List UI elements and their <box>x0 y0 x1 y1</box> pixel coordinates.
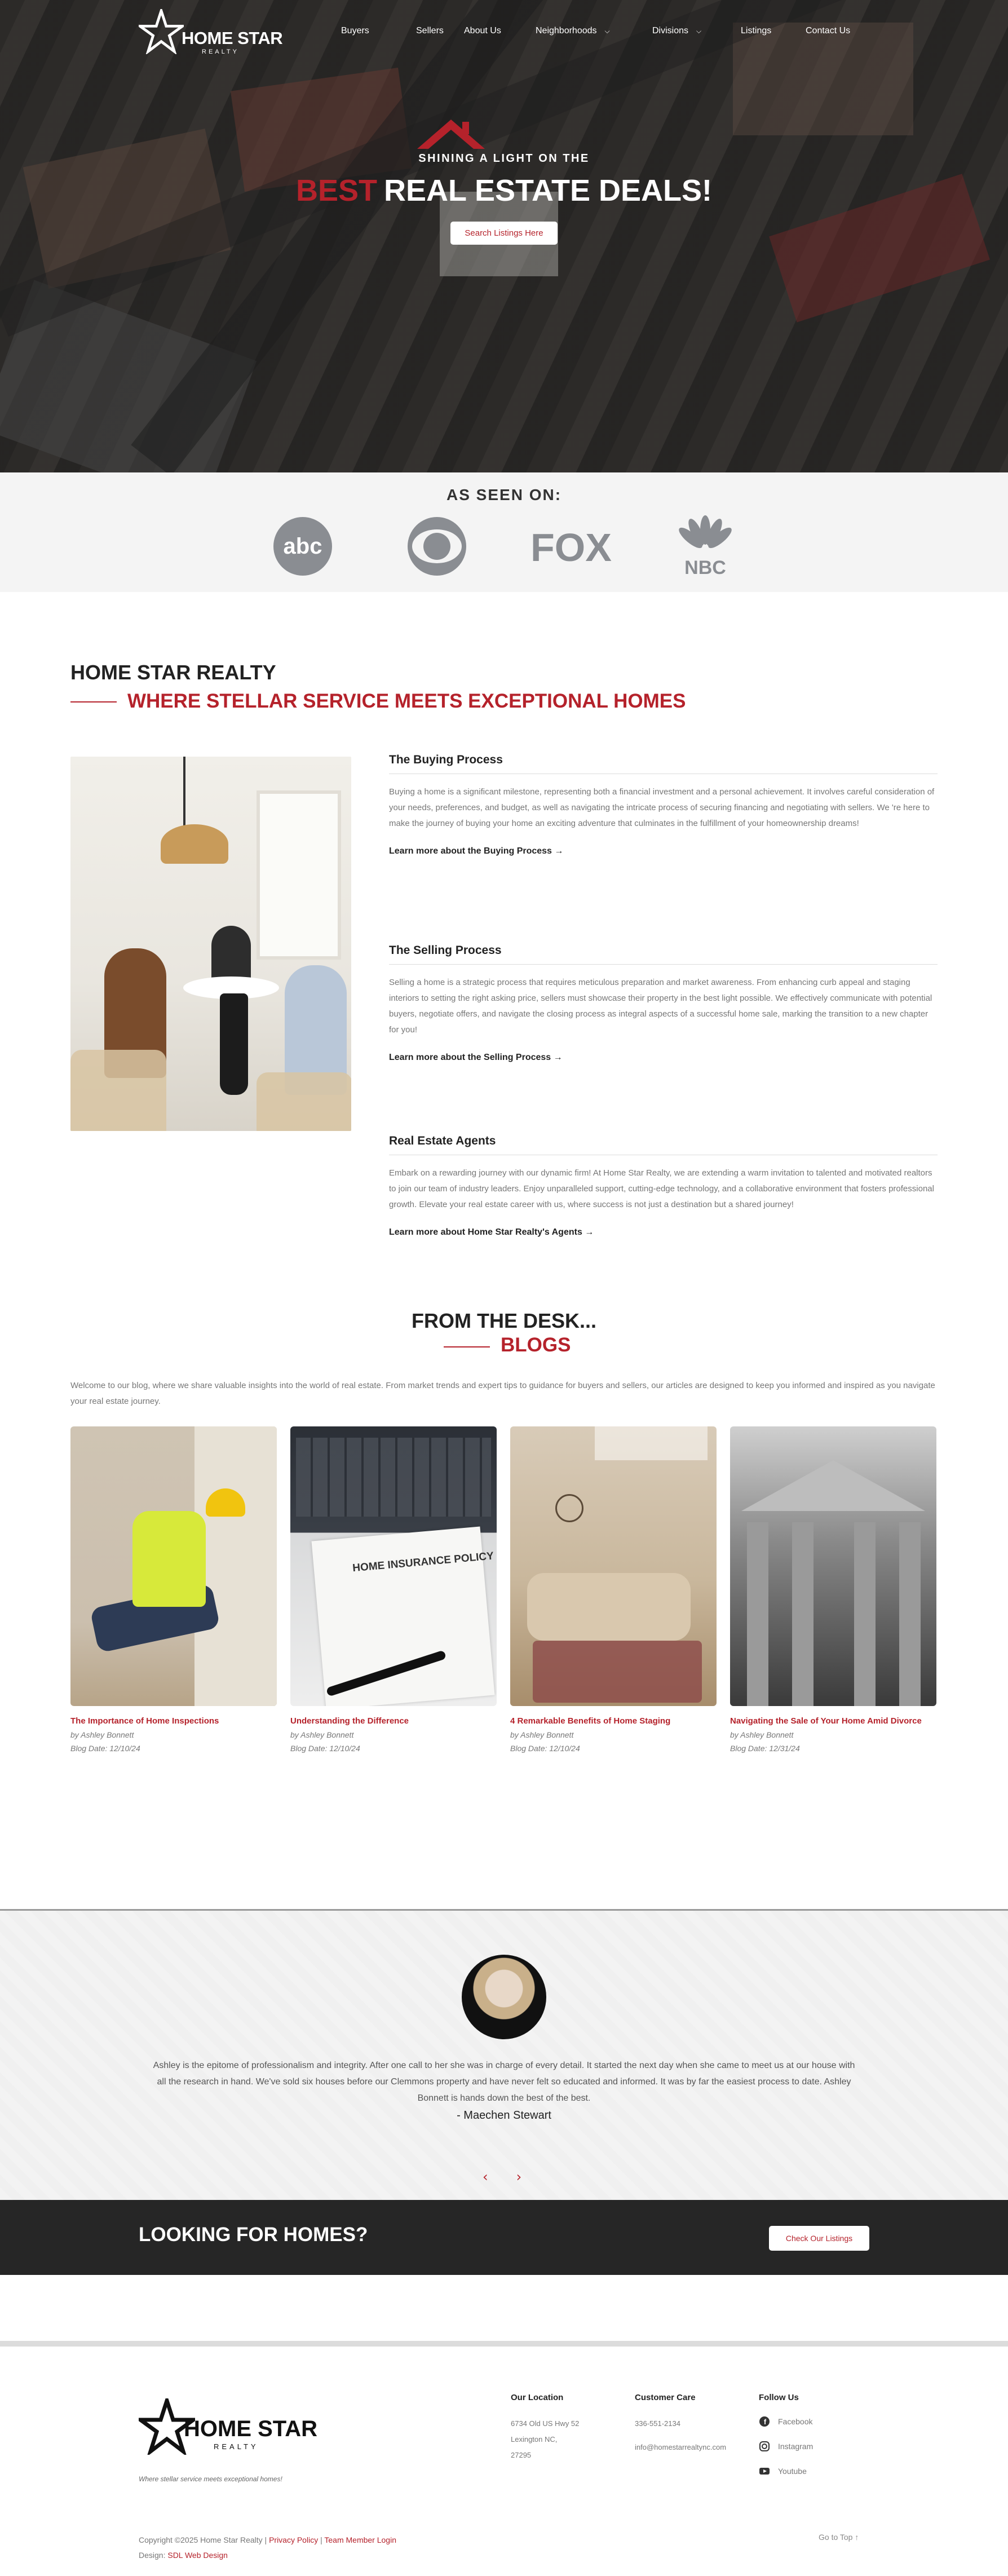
address-line: 27295 <box>511 2451 532 2459</box>
team-login-link[interactable]: Team Member Login <box>324 2535 396 2544</box>
abc-logo-icon <box>272 515 334 577</box>
footer-heading: Customer Care <box>635 2393 696 2402</box>
topic-text: Buying a home is a significant milestone, representing both a financial investment and a personal achievement. It involves careful consideration of your needs, preferences, and budget, as well as navigating the intricate process of securing financing and negotiating with sellers. We 're here to make the journey of buying your home an exciting adventure that culminates in the fulfillment of your homeownership dreams! <box>389 787 935 828</box>
blog-kicker: FROM THE DESK... <box>411 1309 596 1332</box>
footer-customer-care <box>635 2393 726 2455</box>
blog-card-title: Navigating the Sale of Your Home Amid Divorce <box>730 1716 922 1726</box>
testimonial-author: - Maechen Stewart <box>457 2109 551 2122</box>
main-navigation <box>0 0 1008 68</box>
blog-cards <box>70 1426 936 1753</box>
nav-item-divisions[interactable]: Divisions ⌵ <box>652 26 702 36</box>
fox-logo-icon <box>526 524 616 569</box>
meeting-photo <box>70 757 351 1131</box>
learn-more-buying-link[interactable]: Learn more about the Buying Process → <box>389 846 564 856</box>
site-footer <box>0 2341 1008 2576</box>
privacy-policy-link[interactable]: Privacy Policy <box>269 2535 319 2544</box>
topic-title: The Buying Process <box>389 753 938 774</box>
nav-item-contact-us[interactable]: Contact Us <box>806 26 851 36</box>
carousel-controls <box>483 2169 521 2185</box>
chevron-down-icon: ⌵ <box>604 26 610 35</box>
blog-image-courthouse <box>730 1426 936 1706</box>
footer-follow <box>759 2393 813 2484</box>
search-listings-button[interactable]: Search Listings Here <box>450 222 557 245</box>
topic-agents <box>389 1134 938 1238</box>
nav-item-listings[interactable]: Listings <box>741 26 772 36</box>
blog-card-title: The Importance of Home Inspections <box>70 1716 219 1726</box>
phone-link[interactable]: 336-551-2134 <box>635 2419 680 2428</box>
star-logo-icon <box>139 9 184 54</box>
blog-card[interactable] <box>730 1426 936 1753</box>
topic-buying <box>389 753 938 856</box>
topic-selling <box>389 944 938 1063</box>
copyright: Copyright ©2025 Home Star Realty | Privacy Policy | Team Member Login Design: SDL Web Design <box>139 2535 396 2560</box>
learn-more-agents-link[interactable]: Learn more about Home Star Realty's Agents → <box>389 1227 594 1237</box>
blog-card-date: Blog Date: 12/10/24 <box>290 1744 360 1753</box>
about-kicker: HOME STAR REALTY <box>70 661 276 684</box>
blog-card[interactable] <box>510 1426 717 1753</box>
blog-title: BLOGS <box>501 1334 571 1356</box>
blog-card-date: Blog Date: 12/31/24 <box>730 1744 800 1753</box>
email-link[interactable]: info@homestarrealtync.com <box>635 2443 727 2451</box>
designer-link[interactable]: SDL Web Design <box>167 2551 228 2560</box>
footer-slogan: Where stellar service meets exceptional homes! <box>139 2475 282 2483</box>
blog-card-date: Blog Date: 12/10/24 <box>510 1744 580 1753</box>
cbs-logo <box>370 515 504 577</box>
instagram-icon <box>759 2441 770 2452</box>
logo-name: HOME STAR <box>182 28 283 48</box>
image-caption: HOME INSURANCE POLICY <box>352 1550 494 1575</box>
svg-text:NBC: NBC <box>684 557 726 577</box>
nav-item-sellers[interactable]: Sellers <box>416 26 444 36</box>
nbc-logo <box>638 515 772 577</box>
blog-intro: Welcome to our blog, where we share valuable insights into the world of real estate. From market trends and expert tips to guidance for buyers and sellers, our articles are designed to keep you informed and inspired as you navigate your real estate journey. <box>70 1381 935 1406</box>
topic-title: Real Estate Agents <box>389 1134 938 1155</box>
chandelier <box>161 824 228 864</box>
instagram-link[interactable]: Instagram <box>759 2434 813 2459</box>
blog-image-insurance <box>290 1426 497 1706</box>
blog-section <box>0 1309 1008 1909</box>
address-line: Lexington NC, <box>511 2435 558 2444</box>
chevron-right-icon[interactable]: › <box>516 2169 522 2185</box>
hero-headline <box>0 173 1008 208</box>
blog-card-author: by Ashley Bonnett <box>730 1730 794 1739</box>
cta-banner <box>0 2200 1008 2275</box>
accent-rule <box>70 701 117 702</box>
youtube-icon <box>759 2465 770 2477</box>
cta-title: LOOKING FOR HOMES? <box>139 2224 368 2246</box>
hero-headline-accent: BEST <box>295 174 377 207</box>
chevron-left-icon[interactable]: ‹ <box>483 2169 488 2185</box>
footer-location <box>511 2393 579 2463</box>
svg-text:f: f <box>763 2418 767 2426</box>
footer-heading: Follow Us <box>759 2393 799 2402</box>
blog-card-author: by Ashley Bonnett <box>510 1730 574 1739</box>
hero-tagline: SHINING A LIGHT ON THE <box>418 152 590 165</box>
youtube-link[interactable]: Youtube <box>759 2459 813 2484</box>
blog-card[interactable] <box>290 1426 497 1753</box>
testimonial-quote: Ashley is the epitome of professionalism and integrity. After one call to her she was in charge of every detail. It started the next day when she came to meet us at our house with all the research in hand. We've sold six houses before our Clemmons property and have never felt so educated and informed. It was by far the easiest process to date. Ashley Bonnett is hands down the best of the best. <box>153 2061 855 2103</box>
footer-logo-name: HOME STAR <box>184 2416 318 2441</box>
site-logo[interactable] <box>139 9 283 65</box>
about-slogan: WHERE STELLAR SERVICE MEETS EXCEPTIONAL HOMES <box>127 690 686 712</box>
learn-more-selling-link[interactable]: Learn more about the Selling Process → <box>389 1053 563 1062</box>
facebook-link[interactable]: f Facebook <box>759 2409 813 2434</box>
media-logos <box>0 515 1008 577</box>
check-listings-button[interactable]: Check Our Listings <box>769 2226 869 2251</box>
svg-text:abc: abc <box>283 534 322 559</box>
blog-image-inspection <box>70 1426 277 1706</box>
blog-card-author: by Ashley Bonnett <box>70 1730 134 1739</box>
blog-card-title: 4 Remarkable Benefits of Home Staging <box>510 1716 671 1726</box>
blog-card-date: Blog Date: 12/10/24 <box>70 1744 140 1753</box>
nav-item-buyers[interactable]: Buyers <box>341 26 369 36</box>
nbc-peacock-icon <box>671 515 739 577</box>
blog-card-author: by Ashley Bonnett <box>290 1730 354 1739</box>
blog-image-staging <box>510 1426 717 1706</box>
accent-rule <box>444 1346 490 1347</box>
logo-subtitle: REALTY <box>202 48 239 55</box>
nav-item-about-us[interactable]: About Us <box>464 26 501 36</box>
blog-card[interactable] <box>70 1426 277 1753</box>
cbs-eye-icon <box>406 515 468 577</box>
go-to-top-link[interactable]: Go to Top ↑ <box>819 2533 859 2542</box>
nav-menu <box>341 26 862 36</box>
topic-title: The Selling Process <box>389 944 938 965</box>
footer-logo-subtitle: REALTY <box>214 2442 259 2451</box>
footer-logo[interactable] <box>139 2398 318 2472</box>
footer-heading: Our Location <box>511 2393 564 2402</box>
address-line: 6734 Old US Hwy 52 <box>511 2419 580 2428</box>
chevron-down-icon: ⌵ <box>696 26 702 35</box>
testimonial-section <box>0 1909 1008 2200</box>
svg-text:FOX: FOX <box>530 525 612 569</box>
as-seen-on-title: AS SEEN ON: <box>446 486 562 503</box>
facebook-icon <box>759 2416 770 2427</box>
blog-card-title: Understanding the Difference <box>290 1716 409 1726</box>
hero-content <box>0 124 1008 245</box>
topic-text: Embark on a rewarding journey with our dynamic firm! At Home Star Realty, we are extending a warm invitation to talented and motivated realtors to join our team of industry leaders. Enjoy unparalleled support, cutting-edge technology, and a collaborative environment that fosters professional growth. Elevate your real estate career with us, where success is not just a destination but a shared journey! <box>389 1168 934 1209</box>
fox-logo <box>504 515 638 577</box>
avatar <box>462 1955 546 2039</box>
nav-item-neighborhoods[interactable]: Neighborhoods ⌵ <box>536 26 610 36</box>
as-seen-on-section <box>0 472 1008 592</box>
about-section <box>0 592 1008 1309</box>
abc-logo <box>236 515 370 577</box>
hero-headline-rest: REAL ESTATE DEALS! <box>384 174 713 207</box>
topic-text: Selling a home is a strategic process that requires meticulous preparation and market awareness. From enhancing curb appeal and staging interiors to setting the right asking price, sellers must showcase their property in the best light possible. We effectively communicate with potential buyers, negotiate offers, and navigate the closing process as integral aspects of a successful home sale, marking the transition to a new chapter for you! <box>389 978 932 1035</box>
hero-section <box>0 0 1008 472</box>
